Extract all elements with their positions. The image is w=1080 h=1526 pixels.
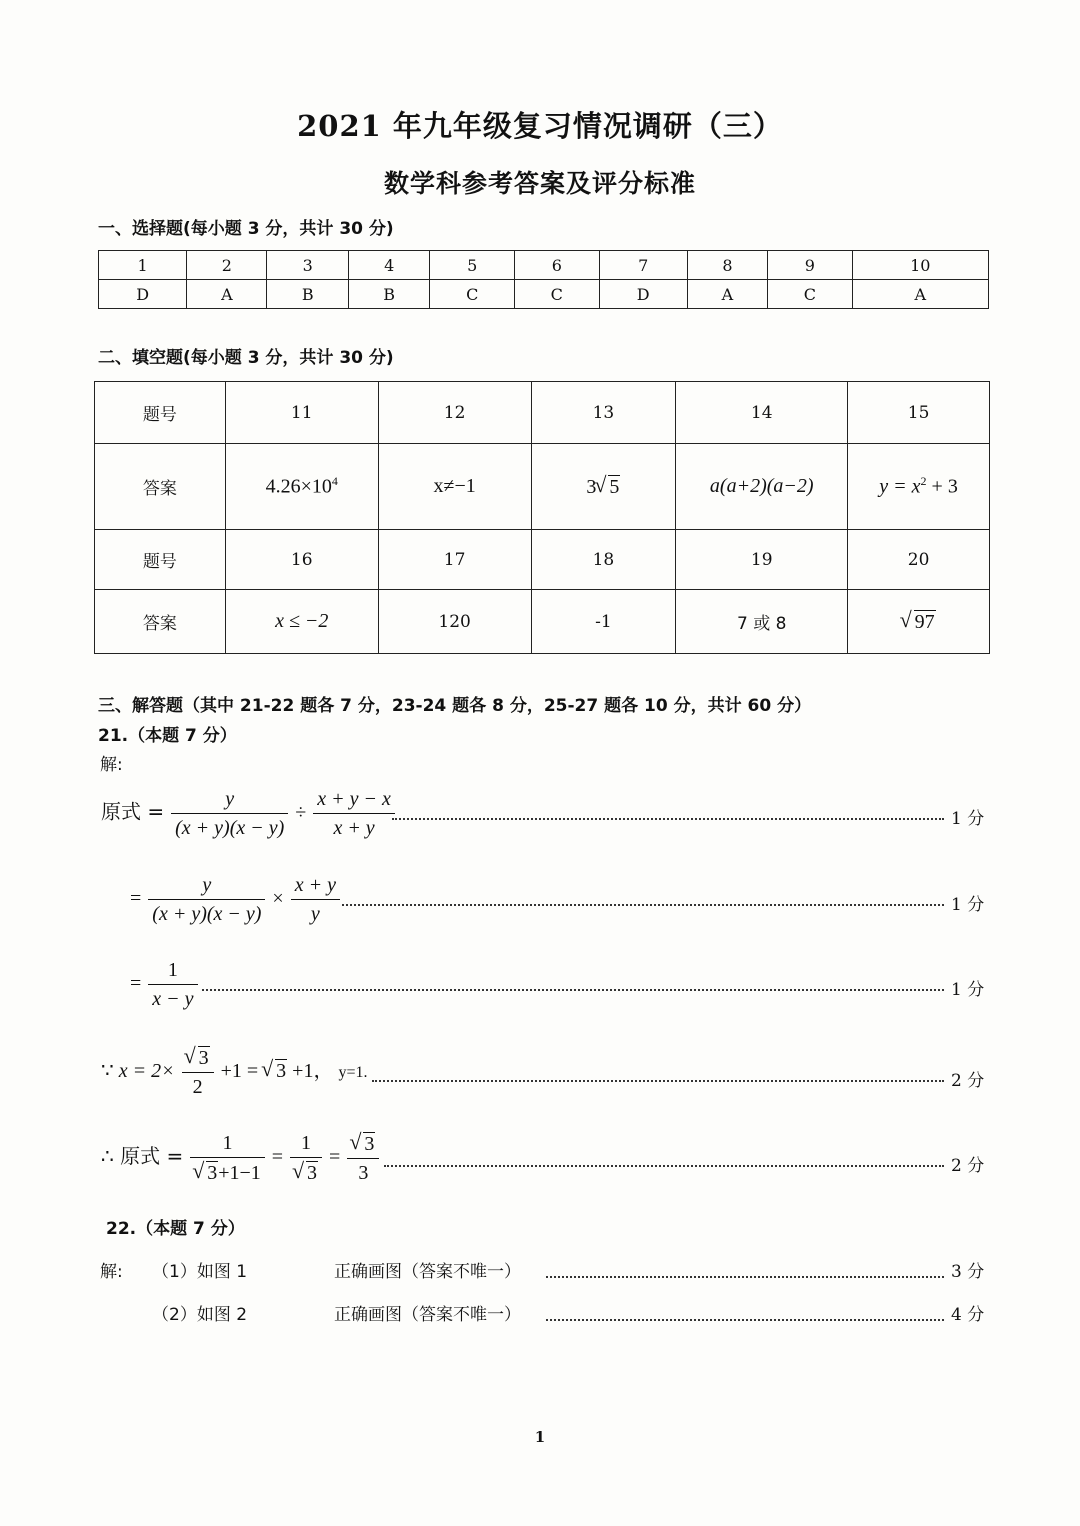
table-cell: 3 <box>267 251 348 280</box>
fraction <box>347 1132 379 1185</box>
table-cell: 15 <box>848 382 990 444</box>
table-cell: 9 <box>768 251 853 280</box>
sqrt-symbol <box>294 1161 318 1185</box>
q21-heading: 21.（本题 7 分） <box>98 726 237 746</box>
answer-15-lhs: y = x <box>879 475 921 498</box>
answer-12: x≠−1 <box>378 444 531 530</box>
table-cell: B <box>267 280 348 309</box>
document-subtitle: 数学科参考答案及评分标准 <box>383 169 696 198</box>
table-cell: 20 <box>848 530 990 590</box>
answer-13-coefficient: 3 <box>586 475 597 498</box>
q22-heading: 22.（本题 7 分） <box>106 1219 245 1239</box>
numerator: y <box>148 874 265 900</box>
q21-step-1 <box>101 788 397 840</box>
leader-dots <box>392 818 944 820</box>
score-label: 2 分 <box>951 1156 985 1176</box>
choice-number-row <box>99 251 989 280</box>
sqrt-symbol <box>186 1046 210 1070</box>
numerator: y <box>171 788 288 814</box>
numerator: 1 <box>148 959 197 985</box>
table-cell: 19 <box>676 530 848 590</box>
answer-11-base: 4.26×10 <box>265 475 332 498</box>
therefore-lead: ∴ 原式 = <box>101 1144 184 1169</box>
table-cell: A <box>687 280 767 309</box>
score-label: 3 分 <box>951 1262 985 1282</box>
table-cell: C <box>430 280 515 309</box>
numerator: 1 <box>290 1132 322 1158</box>
equals: = <box>271 1146 284 1169</box>
answer-11 <box>225 444 378 530</box>
expression: +1 = <box>220 1060 259 1083</box>
step-lead: = <box>130 887 142 910</box>
table-cell: D <box>99 280 187 309</box>
numerator: 1 <box>190 1132 265 1158</box>
answer-15-exponent: 2 <box>920 474 927 489</box>
fraction <box>291 874 340 926</box>
section1-heading: 一、选择题(每小题 3 分，共计 30 分) <box>98 219 394 239</box>
answer-20 <box>848 590 990 654</box>
table-cell: C <box>515 280 600 309</box>
q22-item-2-desc: 正确画图（答案不唯一） <box>334 1305 521 1325</box>
numerator: x + y − x <box>313 788 395 814</box>
table-cell: 12 <box>378 382 531 444</box>
table-cell: 18 <box>531 530 676 590</box>
score-label: 1 分 <box>951 809 985 829</box>
score-label: 1 分 <box>951 895 985 915</box>
choice-answer-table <box>98 250 989 309</box>
table-cell: A <box>187 280 267 309</box>
q21-step-3 <box>130 959 200 1011</box>
radicand: 3 <box>364 1133 375 1155</box>
numerator: x + y <box>291 874 340 900</box>
score-label: 2 分 <box>951 1071 985 1091</box>
leader-dots <box>546 1319 944 1321</box>
fraction <box>190 1132 265 1185</box>
score-label: 1 分 <box>951 980 985 1000</box>
equals: = <box>329 1146 341 1169</box>
denominator: 2 <box>192 1076 203 1098</box>
table-cell: A <box>852 280 988 309</box>
fraction <box>182 1046 214 1099</box>
score-label: 4 分 <box>951 1305 985 1325</box>
y-value: y=1. <box>338 1064 368 1082</box>
radicand: 3 <box>207 1162 218 1184</box>
q22-item-1-label: （1）如图 1 <box>152 1262 248 1282</box>
table-cell: 10 <box>852 251 988 280</box>
page-number: 1 <box>534 1428 546 1446</box>
q21-step-2 <box>130 874 342 926</box>
leader-dots <box>546 1276 944 1278</box>
table-cell: 5 <box>430 251 515 280</box>
q22-item-1-desc: 正确画图（答案不唯一） <box>334 1262 521 1282</box>
leader-dots <box>202 989 944 991</box>
sqrt-symbol <box>596 475 620 499</box>
radicand: 3 <box>307 1162 318 1184</box>
denominator: x + y <box>333 817 375 839</box>
table-cell: 1 <box>99 251 187 280</box>
table-cell: 11 <box>225 382 378 444</box>
answer-13 <box>531 444 676 530</box>
table-cell: D <box>599 280 687 309</box>
step-lead: 原式 = <box>101 799 165 824</box>
leader-dots <box>342 904 944 906</box>
radicand: 3 <box>198 1047 209 1069</box>
table-cell: 7 <box>599 251 687 280</box>
operator: × <box>272 887 284 910</box>
section2-heading: 二、填空题(每小题 3 分，共计 30 分) <box>98 348 394 368</box>
table-cell: C <box>768 280 853 309</box>
table-row <box>95 382 990 444</box>
answer-17: 120 <box>378 590 531 654</box>
q21-step-5 <box>101 1132 381 1185</box>
sqrt-symbol <box>351 1132 375 1156</box>
table-cell: 14 <box>676 382 848 444</box>
operator: ÷ <box>295 801 307 824</box>
table-cell: 17 <box>378 530 531 590</box>
fraction <box>290 1132 322 1185</box>
choice-answer-row <box>99 280 989 309</box>
answer-13-radicand: 5 <box>609 475 620 498</box>
answer-label: 答案 <box>95 444 226 530</box>
radicand: 3 <box>276 1060 287 1083</box>
answer-15-rhs: + 3 <box>926 475 958 498</box>
fraction <box>313 788 395 840</box>
denominator: 3 <box>358 1162 369 1184</box>
table-cell: 2 <box>187 251 267 280</box>
question-number-label: 题号 <box>95 530 226 590</box>
table-cell: 16 <box>225 530 378 590</box>
fraction <box>171 788 288 840</box>
answer-14: a(a+2)(a−2) <box>676 444 848 530</box>
answer-16: x ≤ −2 <box>225 590 378 654</box>
q21-solution-label: 解: <box>100 755 123 775</box>
q21-step-4 <box>101 1046 367 1099</box>
answer-19: 7 或 8 <box>676 590 848 654</box>
answer-18: -1 <box>531 590 676 654</box>
table-cell: 4 <box>348 251 429 280</box>
fraction <box>148 874 265 926</box>
sqrt-symbol <box>902 610 936 634</box>
because-symbol: ∵ <box>101 1060 114 1083</box>
denominator: x − y <box>152 988 194 1010</box>
question-number-label: 题号 <box>95 382 226 444</box>
q22-solution-label: 解: <box>100 1262 123 1282</box>
table-cell: 6 <box>515 251 600 280</box>
document-title: 2021 年九年级复习情况调研（三） <box>297 109 783 143</box>
step-lead: = <box>130 972 142 995</box>
table-row <box>95 590 990 654</box>
denominator: (x + y)(x − y) <box>152 903 262 925</box>
answer-20-radicand: 97 <box>914 610 935 633</box>
table-row <box>95 530 990 590</box>
leader-dots <box>384 1165 944 1167</box>
table-row <box>95 444 990 530</box>
table-cell: 13 <box>531 382 676 444</box>
answer-11-exponent: 4 <box>331 474 338 489</box>
table-cell: 8 <box>687 251 767 280</box>
expression: +1， <box>292 1060 334 1083</box>
answer-label: 答案 <box>95 590 226 654</box>
expression: x = 2× <box>118 1060 175 1083</box>
denominator-tail: +1−1 <box>218 1162 261 1184</box>
table-cell: B <box>348 280 429 309</box>
leader-dots <box>372 1080 944 1082</box>
section3-heading: 三、解答题（其中 21-22 题各 7 分，23-24 题各 8 分，25-27 题各 10 分，共计 60 分） <box>98 696 812 716</box>
answer-15 <box>848 444 990 530</box>
sqrt-symbol <box>263 1059 287 1083</box>
fraction <box>148 959 197 1011</box>
sqrt-symbol <box>194 1161 218 1185</box>
denominator: y <box>310 903 320 925</box>
denominator: (x + y)(x − y) <box>175 817 285 839</box>
q22-item-2-label: （2）如图 2 <box>152 1305 248 1325</box>
fill-blank-answer-table <box>94 381 990 654</box>
